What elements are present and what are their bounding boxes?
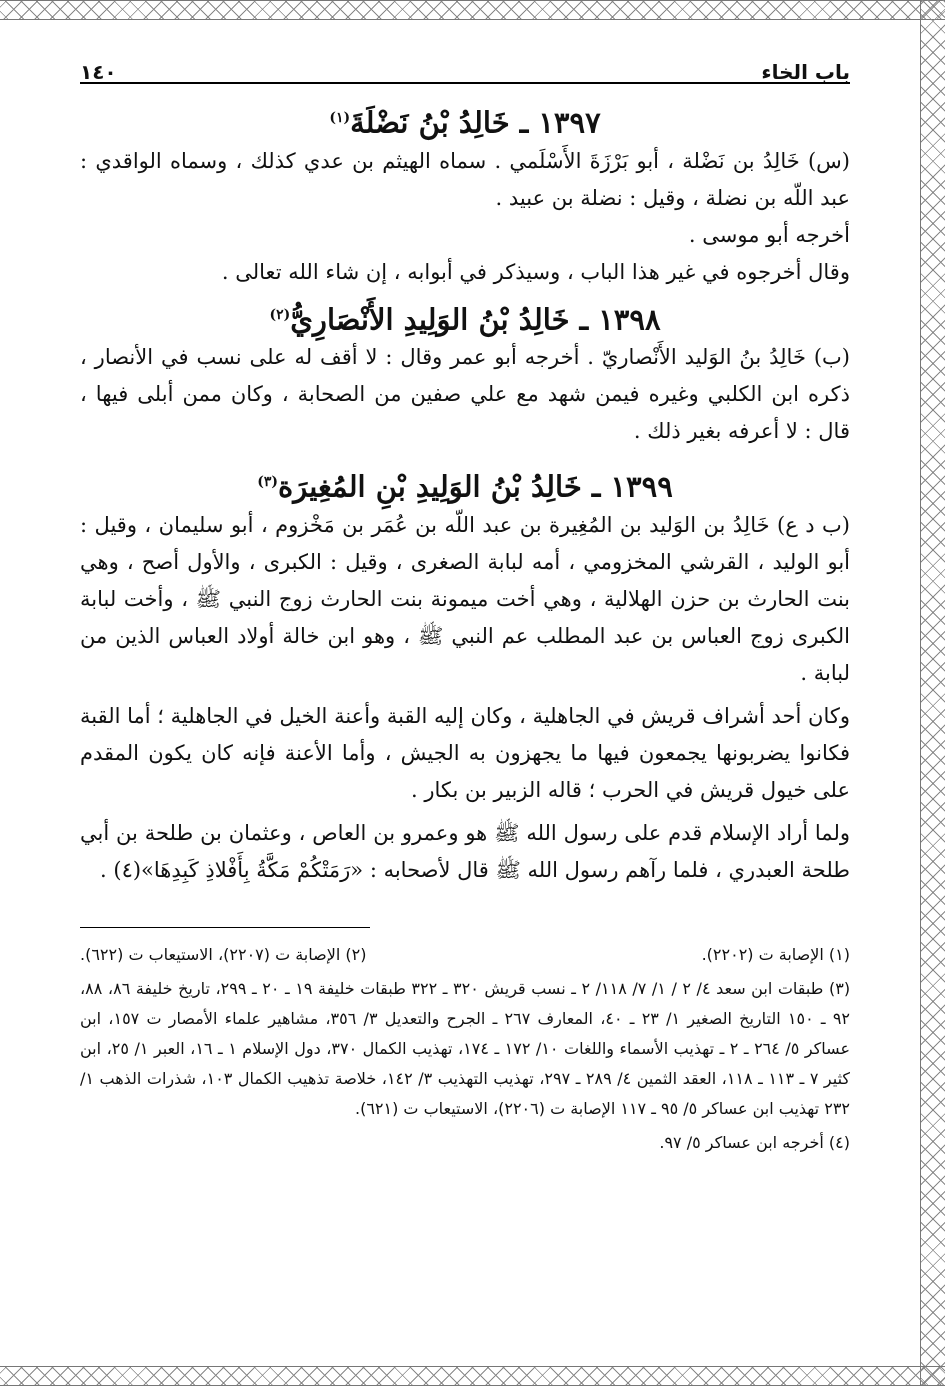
chapter-title: باب الخاء [761, 60, 850, 84]
page-number: ١٤٠ [80, 60, 117, 84]
entry-paragraph: وقال أخرجوه في غير هذا الباب ، وسيذكر في أبوابه ، إن شاء الله تعالى . [221, 259, 850, 284]
footnote-ref: (٣) [257, 474, 278, 491]
entry-paragraph: (ب د ع) خَالِدُ بن الوَليد بن المُغِيرة بن عبد اللّه بن عُمَر بن مَخْزوم ، أبو سليمان ، وقيل : أبو الوليد ، القرشي المخزومي ، أمه لبابة الصغرى ، وقيل : الكبرى ، والأول أصح ، وهي بنت الحارث بن حزن الهلالية ، وهي أخت ميمونة بنت الحارث زوج النبي ﷺ ، وأخت لبابة الكبرى زوج العباس بن عبد المطلب عم النبي ﷺ ، وهو ابن خالة أولاد العباس الذين من لبابة . [80, 512, 850, 685]
ornamental-border-right [920, 0, 945, 1386]
entry-title-1397 [80, 98, 850, 143]
entry-title-text: ١٣٩٨ ـ خَالِدُ بْنُ الوَلِيدِ الأَنْصَارِيُّ [290, 302, 661, 337]
footnote-1: (١) الإصابة ت (٢٢٠٢). [701, 944, 850, 964]
footnote-4: (٤) أخرجه ابن عساكر ٥/ ٩٧. [659, 1132, 850, 1152]
footnote-separator [80, 927, 850, 928]
entry-paragraph: (س) خَالِدُ بن نَضْلة ، أبو بَرْزَةَ الأَسْلَمي . سماه الهيثم بن عدي كذلك ، وسماه الواقدي : عبد اللّه بن نضلة ، وقيل : نضلة بن عبيد . [80, 148, 850, 210]
entry-title-text: ١٣٩٩ ـ خَالِدُ بْنُ الوَلِيدِ بْنِ المُغِيرَة [278, 469, 673, 504]
entry-paragraph: ولما أراد الإسلام قدم على رسول الله ﷺ هو وعمرو بن العاص ، وعثمان بن طلحة بن أبي طلحة العبدري ، فلما رآهم رسول الله ﷺ قال لأصحابه : «رَمَتْكُمْ مَكَّةُ بِأَفْلاذِ كَبِدِهَا»(٤) . [80, 820, 850, 882]
footnotes-row-1 [80, 940, 850, 970]
footnote-3: (٣) طبقات ابن سعد ٤/ ٢ / ١/ ٧/ ١١٨/ ٢ ـ نسب قريش ٣٢٠ ـ ٣٢٢ طبقات خليفة ١٩ ـ ٢٠ ـ ٢٩٩، تاريخ خليفة ٨٦، ٨٨، ٩٢ ـ ١٥٠ التاريخ الصغير ١/ ٢٣ ـ ٤٠، المعارف ٢٦٧ ـ الجرح والتعديل ٣/ ٣٥٦، مشاهير علماء الأمصار ت ١٥٧، ابن عساكر ٥/ ٢٦٤ ـ ٢ ـ تهذيب الأسماء واللغات ١٠/ ١٧٢ ـ ١٧٤، تهذيب الكمال ٣٧٠، دول الإسلام ١ ـ ١٦، العبر ١/ ٢٥، ابن كثير ٧ ـ ١١٣ ـ ١١٨، العقد الثمين ٤/ ٢٨٩ ـ ٢٩٧، تهذيب التهذيب ٣/ ١٤٢، خلاصة تذهيب الكمال ١٠٣، شذرات الذهب ١/ ٢٣٢ تهذيب ابن عساكر ٥/ ٩٥ ـ ١١٧ الإصابة ت (٢٢٠٦)، الاستيعاب ت (٦٢١). [80, 978, 851, 1118]
entry-paragraph: أخرجه أبو موسى . [688, 222, 850, 247]
entry-title-1398 [80, 295, 850, 340]
entry-paragraph: وكان أحد أشراف قريش في الجاهلية ، وكان إليه القبة وأعنة الخيل في الجاهلية ؛ أما القبة فكانوا يضربونها يجمعون فيها ما يجهزون به الجيش ، وأما الأعنة فإنه كان يكون المقدم على خيول قريش في الحرب ؛ قاله الزبير بن بكار . [80, 703, 850, 802]
footnote-2: (٢) الإصابة ت (٢٢٠٧)، الاستيعاب ت (٦٢٢). [80, 944, 367, 964]
ornamental-border-bottom [0, 1366, 945, 1386]
footnote-rule [80, 927, 370, 928]
running-header [80, 30, 850, 84]
entry-title-text: ١٣٩٧ ـ خَالِدُ بْنُ نَضْلَةَ [350, 105, 601, 140]
footnote-ref: (٢) [269, 306, 291, 323]
ornamental-border-top [0, 0, 945, 20]
footnote-ref: (١) [329, 110, 351, 126]
entry-title-1399 [80, 462, 850, 507]
page [80, 30, 850, 1158]
entry-paragraph: (ب) خَالِدُ بنُ الوَليد الأَنْصاريّ . أخرجه أبو عمر وقال : لا أقف له على نسب في الأنصار ، ذكره ابن الكلبي وغيره فيمن شهد مع علي صفين من الصحابة ، وكان ممن أبلى فيها ، قال : لا أعرفه بغير ذلك . [80, 345, 850, 444]
